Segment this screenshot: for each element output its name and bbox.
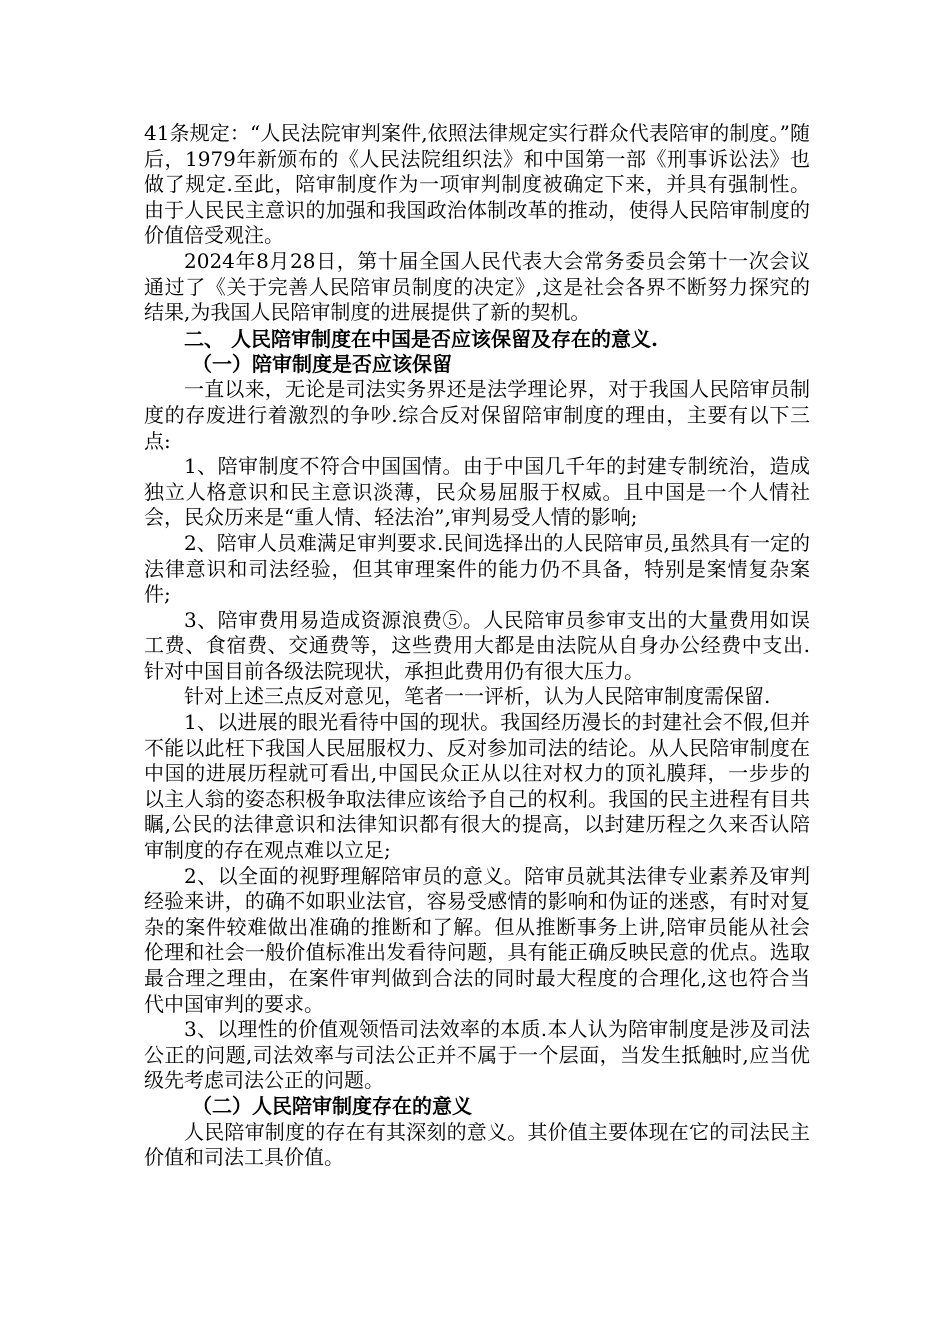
paragraph-objection-2: 2、陪审人员难满足审判要求.民间选择出的人民陪审员,虽然具有一定的法律意识和司法经验，但其审理案件的能力仍不具备，特别是案情复杂案件; — [144, 530, 810, 607]
subsection-heading-2: （二）人民陪审制度存在的意义 — [192, 1093, 472, 1118]
paragraph-rebuttal-1: 1、以进展的眼光看待中国的现状。我国经历漫长的封建社会不假,但并不能以此枉下我国人民屈服权力、反对参加司法的结论。从人民陪审制度在中国的进展历程就可看出,中国民众正从以往对权力的顶礼膜拜，一步步的以主人翁的姿态积极争取法律应该给予自己的权利。我国的民主进程有目共瞩,公民的法律意识和法律知识都有很大的提高，以封建历程之久来否认陪审制度的存在观点难以立足; — [144, 710, 810, 863]
paragraph-rebuttal-intro: 针对上述三点反对意见，笔者一一评析，认为人民陪审制度需保留. — [184, 684, 771, 709]
paragraph-objection-1: 1、陪审制度不符合中国国情。由于中国几千年的封建专制统治，造成独立人格意识和民主意识淡薄，民众易屈服于权威。且中国是一个人情社会，民众历来是“重人情、轻法治”,审判易受人情的影响; — [144, 454, 810, 530]
paragraph-rebuttal-3: 3、以理性的价值观领悟司法效率的本质.本人认为陪审制度是涉及司法公正的问题,司法效率与司法公正并不属于一个层面，当发生抵触时,应当优级先考虑司法公正的问题。 — [144, 1017, 810, 1093]
paragraph-objection-3: 3、陪审费用易造成资源浪费⑤。人民陪审员参审支出的大量费用如误工费、食宿费、交通费等，这些费用大都是由法院从自身办公经费中支出.针对中国目前各级法院现状，承担此费用仍有很大压力。 — [144, 607, 810, 683]
document-page — [144, 121, 810, 1171]
paragraph-2024-decision: 2024年8月28日，第十届全国人民代表大会常务委员会第十一次会议通过了《关于完善人民陪审员制度的决定》,这是社会各界不断努力探究的结果,为我国人民陪审制度的进展提供了新的契机。 — [144, 248, 810, 325]
paragraph-debate-intro: 一直以来，无论是司法实务界还是法学理论界，对于我国人民陪审员制度的存废进行着激烈的争吵.综合反对保留陪审制度的理由，主要有以下三点: — [144, 377, 810, 453]
subsection-heading-1: （一）陪审制度是否应该保留 — [192, 351, 452, 376]
paragraph-significance: 人民陪审制度的存在有其深刻的意义。其价值主要体现在它的司法民主价值和司法工具价值。 — [144, 1119, 810, 1170]
paragraph-continuation: 41条规定：“人民法院审判案件,依照法律规定实行群众代表陪审的制度。”随后，1979年新颁布的《人民法院组织法》和中国第一部《刑事诉讼法》也做了规定.至此，陪审制度作为一项审判制度被确定下来，并具有强制性。由于人民民主意识的加强和我国政治体制改革的推动，使得人民陪审制度的价值倍受观注。 — [144, 121, 810, 248]
section-heading-2: 二、 人民陪审制度在中国是否应该保留及存在的意义. — [184, 326, 658, 351]
paragraph-rebuttal-2: 2、以全面的视野理解陪审员的意义。陪审员就其法律专业素养及审判经验来讲，的确不如职业法官，容易受感情的影响和伪证的迷惑，有时对复杂的案件较难做出准确的推断和了解。但从推断事务上讲,陪审员能从社会伦理和社会一般价值标准出发看待问题，具有能正确反映民意的优点。选取最合理之理由，在案件审判做到合法的同时最大程度的合理化,这也符合当代中国审判的要求。 — [144, 863, 810, 1016]
